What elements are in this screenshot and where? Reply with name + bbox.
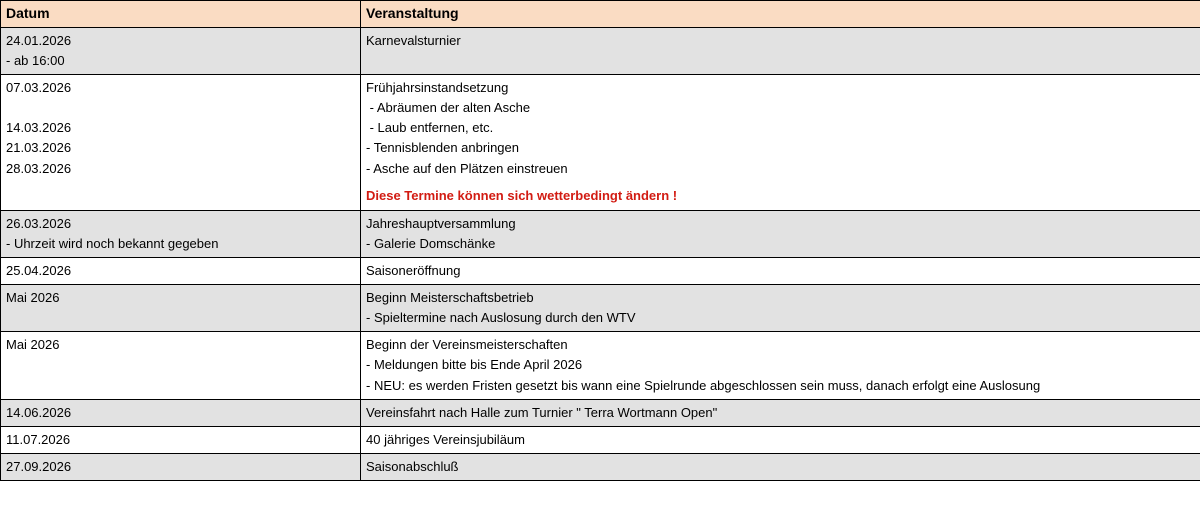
table-header: [1, 1, 1200, 28]
date-line: 28.03.2026: [6, 160, 72, 176]
cell-event: [361, 332, 1200, 399]
cell-date: [1, 210, 361, 257]
event-line: Saisonabschluß: [366, 459, 459, 475]
event-line: - Galerie Domschänke: [366, 235, 496, 251]
cell-date: [1, 426, 361, 453]
cell-date: [1, 285, 361, 332]
event-line: - NEU: es werden Fristen gesetzt bis wann eine Spielrunde abgeschlossen sein muss, danach erfolgt eine Auslosung: [366, 377, 1041, 393]
cell-event: [361, 454, 1200, 481]
date-line: 25.04.2026: [6, 262, 72, 278]
date-line: 27.09.2026: [6, 459, 72, 475]
event-line: - Tennisblenden anbringen: [366, 140, 519, 156]
event-line: - Abräumen der alten Asche: [366, 100, 531, 116]
table-row: [1, 285, 1200, 332]
date-line: 07.03.2026: [6, 79, 72, 95]
cell-event: [361, 210, 1200, 257]
event-line: - Spieltermine nach Auslosung durch den WTV: [366, 310, 636, 326]
date-line: 26.03.2026: [6, 215, 72, 231]
table-header-row: [1, 1, 1200, 28]
cell-event: [361, 426, 1200, 453]
date-line: 14.03.2026: [6, 120, 72, 136]
event-line: - Laub entfernen, etc.: [366, 120, 494, 136]
table-body: [1, 27, 1200, 480]
cell-date: [1, 454, 361, 481]
date-line: [6, 98, 356, 118]
event-line: Beginn Meisterschaftsbetrieb: [366, 290, 534, 306]
event-line: Saisoneröffnung: [366, 262, 461, 278]
column-header-event: Veranstaltung: [361, 1, 1200, 28]
cell-event: [361, 257, 1200, 284]
table-row: [1, 27, 1200, 74]
table-row: [1, 332, 1200, 399]
cell-event: [361, 399, 1200, 426]
date-line: - Uhrzeit wird noch bekannt gegeben: [6, 235, 219, 251]
event-line: Vereinsfahrt nach Halle zum Turnier " Terra Wortmann Open": [366, 404, 718, 420]
cell-date: [1, 332, 361, 399]
table-row: [1, 399, 1200, 426]
table-row: [1, 210, 1200, 257]
date-line: - ab 16:00: [6, 52, 65, 68]
event-line: Karnevalsturnier: [366, 32, 461, 48]
column-header-date: Datum: [1, 1, 361, 28]
event-line: - Meldungen bitte bis Ende April 2026: [366, 357, 583, 373]
cell-date: [1, 399, 361, 426]
event-line: 40 jähriges Vereinsjubiläum: [366, 431, 525, 447]
table-row: [1, 454, 1200, 481]
event-line: Jahreshauptversammlung: [366, 215, 516, 231]
event-line: Beginn der Vereinsmeisterschaften: [366, 337, 568, 353]
cell-date: [1, 257, 361, 284]
event-line: Frühjahrsinstandsetzung: [366, 79, 509, 95]
cell-date: [1, 74, 361, 210]
cell-date: [1, 27, 361, 74]
event-line: - Asche auf den Plätzen einstreuen: [366, 160, 568, 176]
date-line: Mai 2026: [6, 337, 60, 353]
cell-event: [361, 74, 1200, 210]
event-spacer: [366, 179, 1196, 187]
table-row: [1, 74, 1200, 210]
table-row: [1, 257, 1200, 284]
table-row: [1, 426, 1200, 453]
date-line: 14.06.2026: [6, 404, 72, 420]
date-line: 11.07.2026: [6, 431, 71, 447]
cell-event: [361, 285, 1200, 332]
date-line: 24.01.2026: [6, 32, 72, 48]
date-line: Mai 2026: [6, 290, 60, 306]
cell-event: [361, 27, 1200, 74]
weather-warning-text: Diese Termine können sich wetterbedingt ändern !: [366, 188, 678, 204]
date-line: 21.03.2026: [6, 140, 72, 156]
